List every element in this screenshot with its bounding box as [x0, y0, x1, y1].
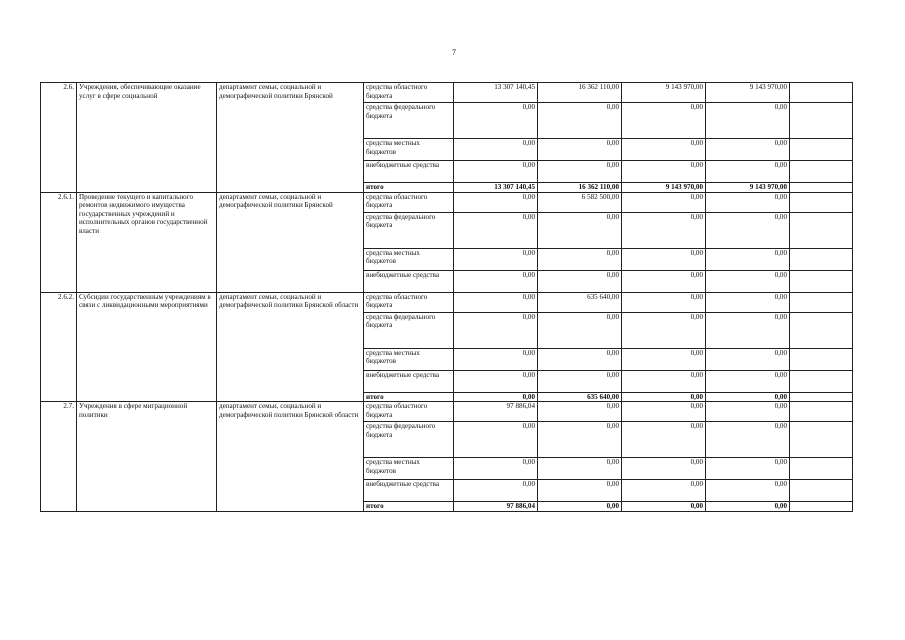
- section-code: 2.6.2.: [41, 292, 77, 402]
- funding-source: средства местных бюджетов: [364, 348, 454, 370]
- section-code: 2.6.1.: [41, 192, 77, 292]
- amount-cell: 0,00: [538, 402, 622, 422]
- total-amount-cell: 13 307 140,45: [454, 183, 538, 193]
- empty-cell: [790, 392, 853, 402]
- total-amount-cell: 9 143 970,00: [706, 183, 790, 193]
- funding-source: средства местных бюджетов: [364, 458, 454, 480]
- funding-source: средства местных бюджетов: [364, 139, 454, 161]
- total-label: итого: [364, 502, 454, 512]
- table-row: [41, 192, 853, 212]
- amount-cell: 0,00: [538, 161, 622, 183]
- funding-source: средства федерального бюджета: [364, 312, 454, 348]
- amount-cell: 9 143 970,00: [706, 83, 790, 103]
- total-label: итого: [364, 183, 454, 193]
- amount-cell: 0,00: [622, 422, 706, 458]
- amount-cell: 0,00: [706, 402, 790, 422]
- empty-cell: [790, 370, 853, 392]
- amount-cell: 0,00: [622, 161, 706, 183]
- amount-cell: 0,00: [454, 103, 538, 139]
- total-amount-cell: 97 886,04: [454, 502, 538, 512]
- amount-cell: 6 582 500,00: [538, 192, 622, 212]
- amount-cell: 0,00: [706, 270, 790, 292]
- amount-cell: 0,00: [622, 480, 706, 502]
- empty-cell: [790, 270, 853, 292]
- empty-cell: [790, 248, 853, 270]
- amount-cell: 0,00: [622, 139, 706, 161]
- amount-cell: 0,00: [706, 248, 790, 270]
- amount-cell: 0,00: [706, 292, 790, 312]
- amount-cell: 0,00: [622, 248, 706, 270]
- empty-cell: [790, 139, 853, 161]
- amount-cell: 0,00: [538, 422, 622, 458]
- amount-cell: 0,00: [622, 270, 706, 292]
- amount-cell: 0,00: [706, 480, 790, 502]
- section-executor: департамент семьи, социальной и демографической политики Брянской области: [217, 292, 364, 402]
- amount-cell: 9 143 970,00: [622, 83, 706, 103]
- funding-source: средства областного бюджета: [364, 402, 454, 422]
- funding-source: средства областного бюджета: [364, 292, 454, 312]
- section-code: 2.6.: [41, 83, 77, 193]
- amount-cell: 0,00: [538, 139, 622, 161]
- amount-cell: 0,00: [454, 139, 538, 161]
- amount-cell: 0,00: [622, 458, 706, 480]
- total-amount-cell: 0,00: [454, 392, 538, 402]
- amount-cell: 0,00: [706, 370, 790, 392]
- funding-source: внебюджетные средства: [364, 370, 454, 392]
- empty-cell: [790, 103, 853, 139]
- empty-cell: [790, 480, 853, 502]
- amount-cell: 0,00: [454, 422, 538, 458]
- amount-cell: 0,00: [538, 248, 622, 270]
- funding-source: внебюджетные средства: [364, 161, 454, 183]
- amount-cell: 0,00: [706, 192, 790, 212]
- amount-cell: 0,00: [538, 212, 622, 248]
- page-number: 7: [452, 48, 456, 57]
- funding-source: средства федерального бюджета: [364, 422, 454, 458]
- funding-source: средства местных бюджетов: [364, 248, 454, 270]
- budget-table: [40, 82, 853, 512]
- funding-source: средства федерального бюджета: [364, 103, 454, 139]
- amount-cell: 0,00: [706, 103, 790, 139]
- amount-cell: 0,00: [622, 292, 706, 312]
- section-name: Субсидии государственным учреждениям в связи с ликвидационными мероприятиями: [77, 292, 217, 402]
- amount-cell: 0,00: [706, 458, 790, 480]
- amount-cell: 13 307 140,45: [454, 83, 538, 103]
- amount-cell: 0,00: [706, 312, 790, 348]
- empty-cell: [790, 212, 853, 248]
- section-executor: департамент семьи, социальной и демографической политики Брянской области: [217, 402, 364, 512]
- section-code: 2.7.: [41, 402, 77, 512]
- funding-source: внебюджетные средства: [364, 270, 454, 292]
- amount-cell: 0,00: [622, 103, 706, 139]
- amount-cell: 16 362 110,00: [538, 83, 622, 103]
- table-row: [41, 83, 853, 103]
- amount-cell: 0,00: [538, 370, 622, 392]
- funding-source: внебюджетные средства: [364, 480, 454, 502]
- empty-cell: [790, 312, 853, 348]
- section-name: Учреждения, обеспечивающие оказание услуг в сфере социальной: [77, 83, 217, 193]
- funding-source: средства областного бюджета: [364, 83, 454, 103]
- empty-cell: [790, 422, 853, 458]
- funding-source: средства федерального бюджета: [364, 212, 454, 248]
- empty-cell: [790, 183, 853, 193]
- amount-cell: 0,00: [454, 312, 538, 348]
- total-amount-cell: 0,00: [622, 502, 706, 512]
- amount-cell: 0,00: [706, 161, 790, 183]
- empty-cell: [790, 348, 853, 370]
- empty-cell: [790, 402, 853, 422]
- amount-cell: 0,00: [538, 480, 622, 502]
- amount-cell: 0,00: [706, 422, 790, 458]
- total-amount-cell: 9 143 970,00: [622, 183, 706, 193]
- amount-cell: 0,00: [454, 292, 538, 312]
- total-amount-cell: 0,00: [706, 502, 790, 512]
- amount-cell: 97 886,04: [454, 402, 538, 422]
- amount-cell: 0,00: [538, 270, 622, 292]
- amount-cell: 0,00: [706, 348, 790, 370]
- section-executor: департамент семьи, социальной и демографической политики Брянской: [217, 192, 364, 292]
- empty-cell: [790, 502, 853, 512]
- amount-cell: 635 640,00: [538, 292, 622, 312]
- amount-cell: 0,00: [538, 312, 622, 348]
- section-name: Учреждения в сфере миграционной политики: [77, 402, 217, 512]
- total-amount-cell: 0,00: [706, 392, 790, 402]
- amount-cell: 0,00: [706, 212, 790, 248]
- funding-source: средства областного бюджета: [364, 192, 454, 212]
- empty-cell: [790, 83, 853, 103]
- table-row: [41, 402, 853, 422]
- total-amount-cell: 0,00: [538, 502, 622, 512]
- amount-cell: 0,00: [622, 348, 706, 370]
- amount-cell: 0,00: [706, 139, 790, 161]
- empty-cell: [790, 192, 853, 212]
- amount-cell: 0,00: [622, 212, 706, 248]
- amount-cell: 0,00: [622, 402, 706, 422]
- amount-cell: 0,00: [454, 480, 538, 502]
- amount-cell: 0,00: [454, 248, 538, 270]
- total-amount-cell: 635 640,00: [538, 392, 622, 402]
- table-row: [41, 292, 853, 312]
- amount-cell: 0,00: [622, 370, 706, 392]
- section-name: Проведение текущего и капитального ремонтов недвижимого имущества государственных учреждений и исполнительных органов государственной власти: [77, 192, 217, 292]
- total-label: итого: [364, 392, 454, 402]
- amount-cell: 0,00: [538, 103, 622, 139]
- amount-cell: 0,00: [622, 312, 706, 348]
- amount-cell: 0,00: [454, 192, 538, 212]
- section-executor: департамент семьи, социальной и демографической политики Брянской: [217, 83, 364, 193]
- amount-cell: 0,00: [538, 458, 622, 480]
- total-amount-cell: 16 362 110,00: [538, 183, 622, 193]
- amount-cell: 0,00: [454, 458, 538, 480]
- amount-cell: 0,00: [454, 270, 538, 292]
- empty-cell: [790, 161, 853, 183]
- amount-cell: 0,00: [622, 192, 706, 212]
- empty-cell: [790, 458, 853, 480]
- amount-cell: 0,00: [454, 348, 538, 370]
- total-amount-cell: 0,00: [622, 392, 706, 402]
- empty-cell: [790, 292, 853, 312]
- amount-cell: 0,00: [454, 212, 538, 248]
- amount-cell: 0,00: [454, 370, 538, 392]
- amount-cell: 0,00: [538, 348, 622, 370]
- amount-cell: 0,00: [454, 161, 538, 183]
